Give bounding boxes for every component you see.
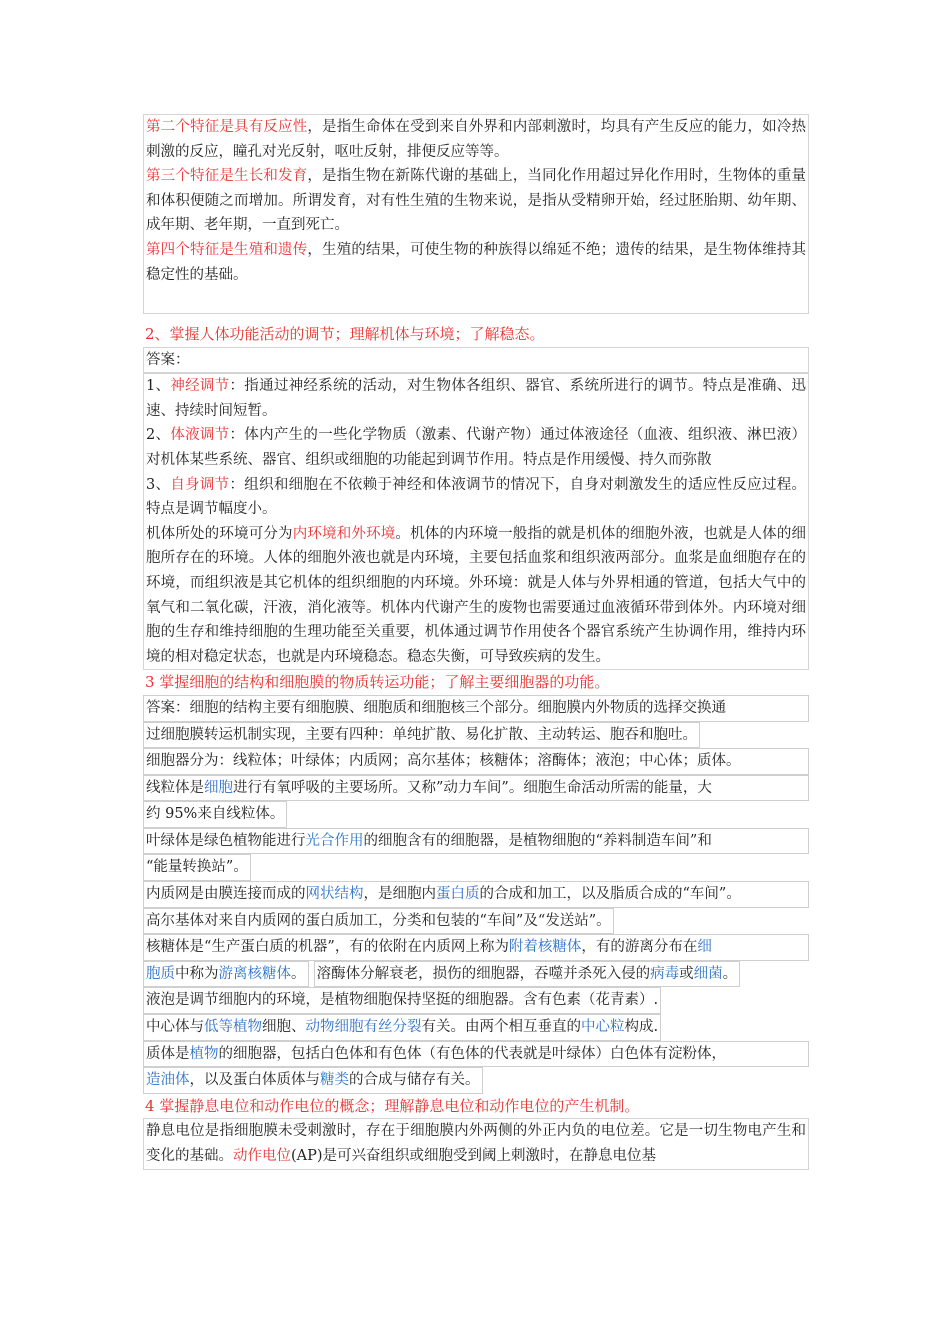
feature-3-paragraph [146,164,806,238]
mitochondria-line-1: 线粒体是细胞进行有氧呼吸的主要场所。又称”动力车间”。细胞生命活动所需的能量，大 [143,775,809,802]
free-ribosome-link[interactable]: 游离核糖体 [218,965,291,982]
lysosome-line: 溶酶体分解衰老，损伤的细胞器，吞噬并杀死入侵的病毒或细菌。 [314,961,741,988]
chloroplast-line-1: 叶绿体是绿色植物能进行光合作用的细胞含有的细胞器，是植物细胞的“养料制造车间”和 [143,828,809,855]
plastid-line-2: 造油体，以及蛋白体质体与糖类的合成与储存有关。 [143,1067,483,1094]
lower-plants-link[interactable]: 低等植物 [204,1019,262,1036]
plastid-line-1: 质体是植物的细胞器，包括白色体和有色体（有色体的代表就是叶绿体）白色体有淀粉体， [143,1041,809,1068]
elaioplast-link[interactable]: 造油体 [146,1072,190,1089]
document-page [143,114,809,1170]
section2-content [143,373,809,670]
section3-heading: 3 掌握细胞的结构和细胞膜的物质转运功能；了解主要细胞器的功能。 [145,673,610,692]
environment-paragraph: 机体所处的环境可分为内环境和外环境。机体的内环境一般指的就是机体的细胞外液，也就是人体的细胞所存在的环境。人体的细胞外液也就是内环境，主要包括血浆和组织液两部分。血浆是血细胞存在的环境，而组织液是其它机体的组织细胞的内环境。外环境：就是人体与外界相通的管道，包括大气中的氧气和二氧化碳，汗液，消化液等。机体内代谢产生的废物也需要通过血液循环带到体外。内环境对细胞的生存和维持细胞的生理功能至关重要，机体通过调节作用使各个器官系统产生协调作用，维持内环境的相对稳定状态，也就是内环境稳态。稳态失衡，可导致疾病的发生。 [146,525,807,665]
cell-link[interactable]: 细胞 [204,779,233,796]
section4-heading: 4 掌握静息电位和动作电位的概念；理解静息电位和动作电位的产生机制。 [145,1096,640,1115]
protein-link[interactable]: 蛋白质 [436,886,480,903]
humoral-regulation-term: 体液调节 [170,427,230,444]
cell-structure-line-1: 答案：细胞的结构主要有细胞膜、细胞质和细胞核三个部分。细胞膜内外物质的选择交换通 [143,695,809,722]
ribosome-line-2: 胞质中称为游离核糖体。 [143,961,309,988]
er-line: 内质网是由膜连接而成的网状结构，是细胞内蛋白质的合成和加工，以及脂质合成的“车间”。 [143,881,809,908]
vacuole-line: 液泡是调节细胞内的环境，是植物细胞保持坚挺的细胞器。含有色素（花青素）. [143,987,661,1014]
environment-term: 内环境和外环境 [292,525,396,542]
photosynthesis-link[interactable]: 光合作用 [305,832,364,849]
virus-link[interactable]: 病毒 [650,965,680,982]
feature-2-title: 第二个特征是具有反应性 [146,119,308,135]
answer-label: 答案： [146,351,190,368]
regulation-item-2: 2、体液调节：体内产生的一些化学物质（激素、代谢产物）通过体液途径（血液、组织液、淋巴液）对机体某些系统、器官、组织或细胞的功能起到调节作用。特点是作用缓慢、持久而弥散 [146,427,807,468]
chloroplast-line-2: “能量转换站”。 [143,854,251,881]
centriole-link[interactable]: 中心粒 [581,1019,625,1036]
regulation-item-1: 1、神经调节：指通过神经系统的活动，对生物体各组织、器官、系统所进行的调节。特点是准确、迅速、持续时间短暂。 [146,378,807,419]
section3-content [143,695,809,1094]
neural-regulation-term: 神经调节 [170,378,230,395]
section2-box [143,347,809,374]
cell-structure-line-2: 过细胞膜转运机制实现，主要有四种：单纯扩散、易化扩散、主动转运、胞吞和胞吐。 [143,722,700,749]
feature-2-text: ，是指生命体在受到来自外界和内部刺激时，均具有产生反应的能力，如冷热刺激的反应，瞳孔对光反射，呕吐反射，排便反应等等。 [146,119,806,160]
golgi-line: 高尔基体对来自内质网的蛋白质加工，分类和包装的“车间”及“发送站”。 [143,908,614,935]
action-potential-term: 动作电位 [233,1148,291,1164]
potential-paragraph: 静息电位是指细胞膜未受刺激时，存在于细胞膜内外两侧的外正内负的电位差。它是一切生物电产生和变化的基础。动作电位(AP)是可兴奋组织或细胞受到阈上刺激时，在静息电位基 [146,1123,806,1164]
section1-box [143,114,809,314]
bacteria-link[interactable]: 细菌 [693,965,723,982]
cytoplasm-link-start[interactable]: 细 [697,939,712,956]
feature-4-text: ，生殖的结果，可使生物的种族得以绵延不绝；遗传的结果，是生物体维持其稳定性的基础。 [146,241,806,283]
animal-mitosis-link[interactable]: 动物细胞有丝分裂 [305,1019,422,1036]
mitochondria-line-2: 约 95%来自线粒体。 [143,801,287,828]
cytoplasm-link-end[interactable]: 胞质 [146,965,175,982]
feature-3-title: 第三个特征是生长和发育 [146,168,308,185]
bound-ribosome-link[interactable]: 附着核糖体 [508,939,582,956]
feature-2-paragraph [146,115,806,164]
plant-link[interactable]: 植物 [189,1045,219,1062]
ribosome-line-1: 核糖体是“生产蛋白质的机器”，有的依附在内质网上称为附着核糖体，有的游离分布在细 [143,934,809,961]
feature-4-paragraph [146,238,806,287]
reticular-structure-link[interactable]: 网状结构 [305,886,364,903]
feature-4-title: 第四个特征是生殖和遗传 [146,241,308,258]
organelle-list-line: 细胞器分为：线粒体；叶绿体；内质网；高尔基体；核糖体；溶酶体；液泡；中心体；质体。 [143,748,809,775]
section4-content [143,1118,809,1169]
feature-3-text: ，是指生物在新陈代谢的基础上，当同化作用超过异化作用时，生物体的重量和体积便随之而增加。所谓发育，对有性生殖的生物来说，是指从受精卵开始，经过胚胎期、幼年期、成年期、老年期，一直到死亡。 [146,168,806,234]
regulation-item-3: 3、自身调节：组织和细胞在不依赖于神经和体液调节的情况下，自身对刺激发生的适应性反应过程。特点是调节幅度小。 [146,476,807,518]
centrosome-line: 中心体与低等植物细胞、动物细胞有丝分裂有关。由两个相互垂直的中心粒构成. [143,1014,661,1041]
sugar-link[interactable]: 糖类 [320,1072,349,1089]
autoregulation-term: 自身调节 [170,476,230,493]
section2-heading: 2、掌握人体功能活动的调节；理解机体与环境；了解稳态。 [145,325,545,343]
